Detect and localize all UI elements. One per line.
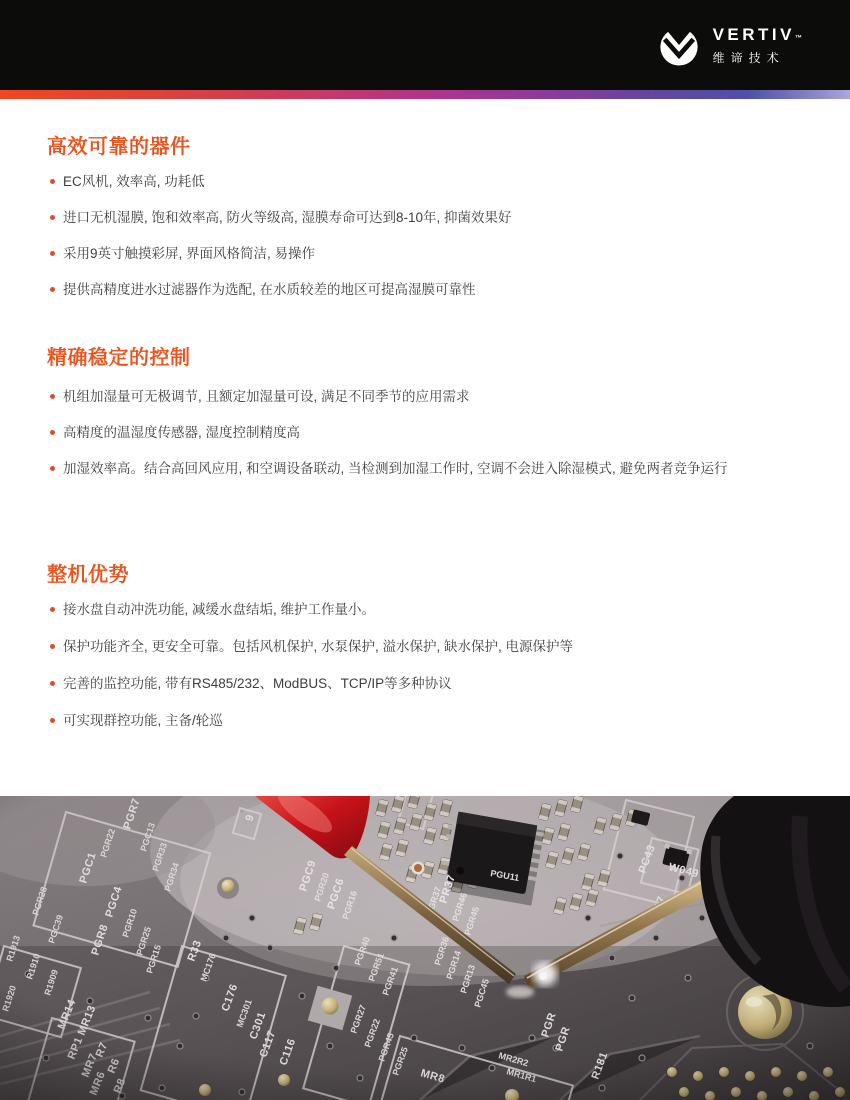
header-bar bbox=[0, 0, 850, 90]
bullet-item: 高精度的温湿度传感器, 湿度控制精度高 bbox=[47, 423, 803, 442]
section-precise-control bbox=[47, 345, 803, 478]
pcb-photo bbox=[0, 796, 850, 1100]
vertiv-logo-icon bbox=[656, 24, 702, 66]
section-title: 高效可靠的器件 bbox=[47, 136, 191, 158]
bullet-item: 采用9英寸触摸彩屏, 界面风格简洁, 易操作 bbox=[47, 244, 803, 263]
bullet-item: 完善的监控功能, 带有RS485/232、ModBUS、TCP/IP等多种协议 bbox=[47, 674, 803, 693]
section-overall-advantages bbox=[47, 562, 803, 730]
logo-text bbox=[713, 26, 802, 65]
bullet-item: 可实现群控功能, 主备/轮巡 bbox=[47, 711, 803, 730]
section-title: 精确稳定的控制 bbox=[47, 347, 191, 369]
accent-gradient-stripe bbox=[0, 90, 850, 99]
bullet-item: 加湿效率高。结合高回风应用, 和空调设备联动, 当检测到加湿工作时, 空调不会进入除湿模式, 避免两者竞争运行 bbox=[47, 459, 803, 478]
company-name-cn: 维谛技术 bbox=[712, 50, 785, 65]
bullet-list bbox=[47, 600, 803, 730]
content-area bbox=[0, 134, 850, 730]
bullet-item: 接水盘自动冲洗功能, 减缓水盘结垢, 维护工作量小。 bbox=[47, 600, 803, 619]
bullet-item: 保护功能齐全, 更安全可靠。包括风机保护, 水泵保护, 溢水保护, 缺水保护, 电源保护等 bbox=[47, 637, 803, 656]
brand-name: VERTIV™ bbox=[712, 24, 802, 44]
bullet-item: 机组加湿量可无极调节, 且额定加湿量可设, 满足不同季节的应用需求 bbox=[47, 387, 803, 406]
pcb-photo-illustration bbox=[0, 796, 850, 1100]
bullet-item: 进口无机湿膜, 饱和效率高, 防火等级高, 湿膜寿命可达到8-10年, 抑菌效果好 bbox=[47, 208, 803, 227]
bullet-list bbox=[47, 387, 803, 478]
trademark: ™ bbox=[795, 34, 802, 42]
vertiv-logo bbox=[656, 24, 802, 66]
section-efficient-components bbox=[47, 134, 803, 299]
bullet-item: 提供高精度进水过滤器作为选配, 在水质较差的地区可提高湿膜可靠性 bbox=[47, 280, 803, 299]
section-title: 整机优势 bbox=[47, 564, 129, 586]
bullet-item: EC风机, 效率高, 功耗低 bbox=[47, 172, 803, 191]
bullet-list bbox=[47, 172, 803, 299]
